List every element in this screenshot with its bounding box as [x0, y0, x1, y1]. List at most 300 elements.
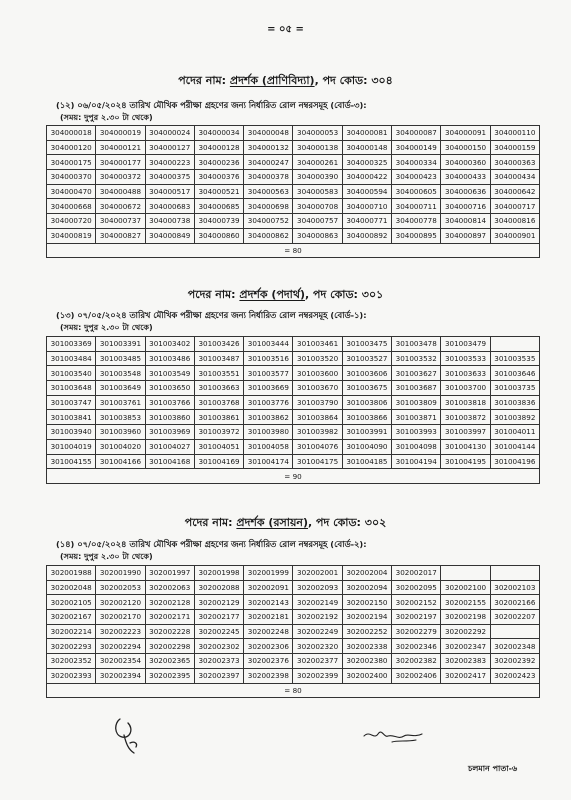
table-row [47, 228, 540, 243]
roll-number-cell: 304000376 [194, 170, 243, 185]
roll-number-cell: 304000698 [244, 199, 293, 214]
roll-number-cell: 304000517 [145, 184, 194, 199]
roll-number-cell: 302002094 [342, 580, 391, 595]
roll-number-cell: 301004196 [490, 454, 539, 469]
table-row [47, 624, 540, 639]
roll-number-cell: 302002252 [342, 624, 391, 639]
roll-number-cell: 304000024 [145, 126, 194, 141]
roll-number-cell: 304000897 [441, 228, 490, 243]
roll-number-cell: 301003532 [392, 351, 441, 366]
roll-number-cell: 302002249 [293, 624, 342, 639]
roll-number-cell: 304000683 [145, 199, 194, 214]
roll-number-cell: 304000849 [145, 228, 194, 243]
roll-number-cell: 301004194 [392, 454, 441, 469]
roll-number-cell: 301003478 [392, 337, 441, 352]
roll-number-cell: 304000422 [342, 170, 391, 185]
roll-number-cell: 301003861 [194, 410, 243, 425]
roll-number-cell: 302002393 [47, 668, 96, 683]
roll-number-cell: 302002302 [194, 639, 243, 654]
roll-number-cell: 302002093 [293, 580, 342, 595]
roll-number-cell: 302002194 [342, 610, 391, 625]
roll-number-cell: 301004174 [244, 454, 293, 469]
roll-number-cell: 304000771 [342, 214, 391, 229]
roll-number-cell: 301004027 [145, 439, 194, 454]
roll-number-cell: 301003650 [145, 381, 194, 396]
roll-number-cell: 304000710 [342, 199, 391, 214]
post-code: , পদ কোড: ৩০৪ [314, 74, 393, 87]
roll-number-cell: 304000370 [47, 170, 96, 185]
roll-number-cell: 301003993 [392, 425, 441, 440]
roll-number-cell: 302001997 [145, 566, 194, 581]
roll-number-cell: 302002377 [293, 654, 342, 669]
roll-number-cell: 301003479 [441, 337, 490, 352]
roll-number-cell: 301003461 [293, 337, 342, 352]
post-title-prefix: পদের নাম: [187, 288, 240, 301]
roll-number-cell: 304000120 [47, 140, 96, 155]
exam-schedule-line: (১৪) ০৭/০৫/২০২৪ তারিখ মৌখিক পরীক্ষা গ্রহণের জন্য নির্ধারিত রোল নম্বরসমূহ (বোর্ড-২): [56, 539, 367, 549]
roll-number-cell: 301003980 [244, 425, 293, 440]
post-title-zoology [0, 72, 571, 91]
roll-number-cell: 304000110 [490, 126, 539, 141]
roll-number-cell: 302002279 [392, 624, 441, 639]
roll-number-cell: 302001988 [47, 566, 96, 581]
table-row [47, 366, 540, 381]
table-row [47, 639, 540, 654]
post-title-chemistry [0, 514, 571, 533]
roll-number-cell: 304000372 [96, 170, 145, 185]
roll-number-cell: 302002294 [96, 639, 145, 654]
roll-number-cell: 301003853 [96, 410, 145, 425]
roll-number-cell: 302002167 [47, 610, 96, 625]
roll-number-cell: 301004168 [145, 454, 194, 469]
roll-number-cell: 301003806 [342, 395, 391, 410]
post-title-prefix: পদের নাম: [178, 74, 230, 87]
roll-number-cell: 302002177 [194, 610, 243, 625]
roll-number-cell: 302002192 [293, 610, 342, 625]
roll-number-table [46, 336, 540, 484]
table-row [47, 566, 540, 581]
roll-number-cell: 301003649 [96, 381, 145, 396]
roll-number-cell: 302002398 [244, 668, 293, 683]
roll-number-cell [490, 566, 539, 581]
roll-number-cell: 301003485 [96, 351, 145, 366]
roll-number-cell: 301003426 [194, 337, 243, 352]
roll-number-cell: 304000636 [441, 184, 490, 199]
roll-number-cell: 304000737 [96, 214, 145, 229]
roll-number-cell: 302002129 [194, 595, 243, 610]
roll-number-cell: 301003516 [244, 351, 293, 366]
table-row [47, 381, 540, 396]
signature-right [358, 722, 428, 748]
roll-number-cell: 304000019 [96, 126, 145, 141]
roll-number-cell: 301004020 [96, 439, 145, 454]
roll-number-cell: 301003527 [342, 351, 391, 366]
roll-number-cell: 302002346 [392, 639, 441, 654]
table-row [47, 654, 540, 669]
roll-number-cell: 301003997 [441, 425, 490, 440]
roll-number-cell: 301003969 [145, 425, 194, 440]
roll-number-cell: 304000018 [47, 126, 96, 141]
roll-number-cell: 302002150 [342, 595, 391, 610]
table-row [47, 395, 540, 410]
roll-number-cell: 301003776 [244, 395, 293, 410]
roll-number-cell: 302002395 [145, 668, 194, 683]
roll-number-cell: 301004130 [441, 439, 490, 454]
table-row [47, 199, 540, 214]
roll-number-cell: 301004011 [490, 425, 539, 440]
table-row [47, 410, 540, 425]
roll-number-cell [490, 337, 539, 352]
roll-number-cell: 302002338 [342, 639, 391, 654]
roll-number-cell: 301003486 [145, 351, 194, 366]
post-code: , পদ কোড: ৩০২ [308, 516, 387, 529]
exam-schedule-line: (১২) ০৬/০৫/২০২৪ তারিখ মৌখিক পরীক্ষা গ্রহণের জন্য নির্ধারিত রোল নম্বরসমূহ (বোর্ড-৩): [56, 100, 367, 110]
roll-number-cell: 302002149 [293, 595, 342, 610]
roll-number-cell: 304000378 [244, 170, 293, 185]
total-count: = 90 [47, 469, 540, 484]
roll-number-cell: 304000325 [342, 155, 391, 170]
roll-number-cell: 304000827 [96, 228, 145, 243]
roll-number-cell: 301003606 [342, 366, 391, 381]
roll-number-cell: 304000390 [293, 170, 342, 185]
table-row [47, 580, 540, 595]
roll-number-cell: 301003860 [145, 410, 194, 425]
roll-number-cell: 302002292 [441, 624, 490, 639]
roll-number-cell: 304000175 [47, 155, 96, 170]
table-row [47, 439, 540, 454]
total-row [47, 243, 540, 258]
roll-number-cell: 304000363 [490, 155, 539, 170]
roll-number-table [46, 565, 540, 698]
roll-number-cell: 301003790 [293, 395, 342, 410]
roll-number-cell: 301003675 [342, 381, 391, 396]
roll-number-cell: 304000563 [244, 184, 293, 199]
roll-number-cell: 302002053 [96, 580, 145, 595]
table-row [47, 214, 540, 229]
post-code: , পদ কোড: ৩০১ [305, 288, 384, 301]
roll-number-cell: 304000860 [194, 228, 243, 243]
roll-number-cell: 302002248 [244, 624, 293, 639]
post-name: প্রদর্শক (পদার্থ) [239, 288, 306, 301]
table-row [47, 170, 540, 185]
roll-number-cell: 301003627 [392, 366, 441, 381]
roll-number-cell: 304000375 [145, 170, 194, 185]
roll-number-cell: 304000716 [441, 199, 490, 214]
roll-number-cell: 302002293 [47, 639, 96, 654]
roll-number-cell: 304000711 [392, 199, 441, 214]
roll-number-cell: 304000717 [490, 199, 539, 214]
roll-number-cell: 304000605 [392, 184, 441, 199]
roll-number-cell: 301003369 [47, 337, 96, 352]
roll-number-cell: 302002373 [194, 654, 243, 669]
roll-number-cell: 302002365 [145, 654, 194, 669]
roll-number-cell: 304000159 [490, 140, 539, 155]
roll-number-cell: 302002245 [194, 624, 243, 639]
roll-number-cell: 301004098 [392, 439, 441, 454]
roll-number-cell: 302002088 [194, 580, 243, 595]
roll-number-cell: 304000685 [194, 199, 243, 214]
roll-number-cell: 301003533 [441, 351, 490, 366]
roll-number-cell: 301003520 [293, 351, 342, 366]
roll-number-cell: 302002400 [342, 668, 391, 683]
roll-number-cell: 301003551 [194, 366, 243, 381]
roll-number-cell: 302001998 [194, 566, 243, 581]
roll-number-cell: 301003809 [392, 395, 441, 410]
roll-number-cell: 301003663 [194, 381, 243, 396]
roll-number-cell: 301003761 [96, 395, 145, 410]
roll-number-cell: 302002399 [293, 668, 342, 683]
roll-number-cell: 304000668 [47, 199, 96, 214]
roll-number-cell: 304000053 [293, 126, 342, 141]
roll-number-cell: 302002347 [441, 639, 490, 654]
roll-number-cell: 301004144 [490, 439, 539, 454]
roll-number-cell: 302002352 [47, 654, 96, 669]
roll-number-cell: 304000863 [293, 228, 342, 243]
roll-number-cell: 301003633 [441, 366, 490, 381]
exam-time-line: (সময়: দুপুর ২.৩০ টা থেকে) [60, 323, 153, 332]
roll-number-cell: 301003391 [96, 337, 145, 352]
roll-number-cell: 302002166 [490, 595, 539, 610]
roll-number-cell: 302002382 [392, 654, 441, 669]
roll-number-cell: 304000594 [342, 184, 391, 199]
roll-number-cell: 301003646 [490, 366, 539, 381]
roll-number-cell: 301003872 [441, 410, 490, 425]
roll-number-cell: 302002063 [145, 580, 194, 595]
signature-left [110, 713, 146, 757]
roll-number-cell: 302002198 [441, 610, 490, 625]
roll-number-cell: 302002392 [490, 654, 539, 669]
roll-number-cell: 304000672 [96, 199, 145, 214]
table-row [47, 425, 540, 440]
roll-number-cell: 302002171 [145, 610, 194, 625]
roll-number-cell: 301003600 [293, 366, 342, 381]
roll-number-cell: 301004169 [194, 454, 243, 469]
roll-number-cell: 302002320 [293, 639, 342, 654]
roll-number-cell: 302002091 [244, 580, 293, 595]
roll-number-cell: 301003766 [145, 395, 194, 410]
table-row [47, 351, 540, 366]
roll-number-cell: 301003444 [244, 337, 293, 352]
roll-number-cell: 301003871 [392, 410, 441, 425]
roll-number-cell: 304000150 [441, 140, 490, 155]
roll-number-cell: 301004051 [194, 439, 243, 454]
roll-number-cell: 302002120 [96, 595, 145, 610]
roll-number-cell: 304000127 [145, 140, 194, 155]
roll-number-cell: 302002298 [145, 639, 194, 654]
total-count: = 80 [47, 243, 540, 258]
roll-number-cell: 301003475 [342, 337, 391, 352]
roll-number-cell: 302002197 [392, 610, 441, 625]
roll-number-cell: 302002223 [96, 624, 145, 639]
roll-number-cell: 302002103 [490, 580, 539, 595]
roll-number-cell: 302002397 [194, 668, 243, 683]
roll-number-cell: 304000034 [194, 126, 243, 141]
roll-number-cell: 301003836 [490, 395, 539, 410]
roll-number-cell: 301003487 [194, 351, 243, 366]
roll-number-cell: 301003862 [244, 410, 293, 425]
roll-number-cell: 301003669 [244, 381, 293, 396]
roll-number-cell: 302002095 [392, 580, 441, 595]
roll-number-cell: 301003940 [47, 425, 96, 440]
roll-number-cell: 302002406 [392, 668, 441, 683]
roll-number-cell: 301003841 [47, 410, 96, 425]
roll-number-cell: 302002100 [441, 580, 490, 595]
roll-number-cell: 301003818 [441, 395, 490, 410]
roll-number-cell: 304000720 [47, 214, 96, 229]
roll-number-cell: 301004058 [244, 439, 293, 454]
roll-number-cell: 304000739 [194, 214, 243, 229]
roll-number-cell: 304000148 [342, 140, 391, 155]
roll-number-cell: 304000778 [392, 214, 441, 229]
post-title-prefix: পদের নাম: [184, 516, 237, 529]
roll-number-cell: 304000087 [392, 126, 441, 141]
roll-number-cell: 304000434 [490, 170, 539, 185]
roll-number-cell: 304000048 [244, 126, 293, 141]
roll-number-cell: 304000149 [392, 140, 441, 155]
roll-number-cell: 302001999 [244, 566, 293, 581]
roll-number-cell: 304000132 [244, 140, 293, 155]
roll-number-cell: 304000470 [47, 184, 96, 199]
post-title-physics [0, 286, 571, 305]
table-row [47, 668, 540, 683]
roll-number-cell: 301004195 [441, 454, 490, 469]
roll-number-cell: 302002152 [392, 595, 441, 610]
roll-number-cell: 301003866 [342, 410, 391, 425]
roll-number-cell: 304000223 [145, 155, 194, 170]
roll-number-cell: 302002048 [47, 580, 96, 595]
roll-number-cell: 304000752 [244, 214, 293, 229]
roll-number-table [46, 125, 540, 258]
roll-number-cell: 302002348 [490, 639, 539, 654]
roll-number-cell: 301004155 [47, 454, 96, 469]
exam-schedule-line: (১৩) ০৭/০৫/২০২৪ তারিখ মৌখিক পরীক্ষা গ্রহণের জন্য নির্ধারিত রোল নম্বরসমূহ (বোর্ড-১): [56, 310, 367, 320]
roll-number-cell: 301003982 [293, 425, 342, 440]
roll-number-cell: 301003747 [47, 395, 96, 410]
roll-number-cell: 301004090 [342, 439, 391, 454]
roll-number-cell: 304000247 [244, 155, 293, 170]
roll-number-cell: 301003535 [490, 351, 539, 366]
roll-number-cell: 302002155 [441, 595, 490, 610]
roll-number-cell: 302002383 [441, 654, 490, 669]
roll-number-cell [441, 566, 490, 581]
roll-number-cell: 304000138 [293, 140, 342, 155]
table-row [47, 155, 540, 170]
roll-number-cell: 302002380 [342, 654, 391, 669]
roll-number-cell: 302002128 [145, 595, 194, 610]
total-count: = 80 [47, 683, 540, 698]
roll-number-cell: 304000334 [392, 155, 441, 170]
page-number: = ০৫ = [267, 24, 304, 35]
roll-number-cell: 301003549 [145, 366, 194, 381]
roll-number-cell: 301003768 [194, 395, 243, 410]
total-row [47, 683, 540, 698]
roll-number-cell: 301003648 [47, 381, 96, 396]
roll-number-cell: 304000814 [441, 214, 490, 229]
roll-number-cell: 301004175 [293, 454, 342, 469]
roll-number-cell: 304000521 [194, 184, 243, 199]
post-name: প্রদর্শক (রসায়ন) [236, 516, 309, 529]
roll-number-cell: 304000819 [47, 228, 96, 243]
exam-time-line: (সময়: দুপুর ২.৩০ টা থেকে) [60, 113, 153, 122]
roll-number-cell: 304000738 [145, 214, 194, 229]
table-row [47, 337, 540, 352]
roll-number-cell: 304000360 [441, 155, 490, 170]
roll-number-cell: 301003972 [194, 425, 243, 440]
roll-number-cell: 301004166 [96, 454, 145, 469]
post-name: প্রদর্শক (প্রাণিবিদ্যা) [229, 74, 315, 87]
table-row [47, 126, 540, 141]
roll-number-cell: 301003402 [145, 337, 194, 352]
roll-number-cell: 304000488 [96, 184, 145, 199]
roll-number-cell: 301003484 [47, 351, 96, 366]
table-row [47, 184, 540, 199]
roll-number-cell: 304000423 [392, 170, 441, 185]
roll-number-cell: 302002170 [96, 610, 145, 625]
roll-number-cell: 304000892 [342, 228, 391, 243]
roll-number-cell: 302002214 [47, 624, 96, 639]
exam-time-line: (সময়: দুপুর ২.৩০ টা থেকে) [60, 552, 153, 561]
roll-number-cell: 301003687 [392, 381, 441, 396]
roll-number-cell: 301003735 [490, 381, 539, 396]
roll-number-cell: 301003892 [490, 410, 539, 425]
roll-number-cell: 301003864 [293, 410, 342, 425]
roll-number-cell: 301003577 [244, 366, 293, 381]
roll-number-cell: 304000091 [441, 126, 490, 141]
roll-number-cell: 302002143 [244, 595, 293, 610]
continued-page-note: চলমান পাতা-৬ [468, 764, 518, 773]
roll-number-cell: 304000583 [293, 184, 342, 199]
roll-number-cell: 302002105 [47, 595, 96, 610]
roll-number-cell: 301003700 [441, 381, 490, 396]
roll-number-cell: 304000816 [490, 214, 539, 229]
roll-number-cell: 304000895 [392, 228, 441, 243]
roll-number-cell: 304000121 [96, 140, 145, 155]
roll-number-cell: 304000128 [194, 140, 243, 155]
roll-number-cell: 301003960 [96, 425, 145, 440]
roll-number-cell: 301003540 [47, 366, 96, 381]
table-row [47, 610, 540, 625]
table-row [47, 140, 540, 155]
roll-number-cell: 302002001 [293, 566, 342, 581]
roll-number-cell: 302002354 [96, 654, 145, 669]
roll-number-cell: 301003670 [293, 381, 342, 396]
roll-number-cell: 302002207 [490, 610, 539, 625]
roll-number-cell: 304000433 [441, 170, 490, 185]
roll-number-cell: 302002394 [96, 668, 145, 683]
table-row [47, 595, 540, 610]
table-row [47, 454, 540, 469]
roll-number-cell: 301003991 [342, 425, 391, 440]
roll-number-cell: 302002306 [244, 639, 293, 654]
roll-number-cell: 302001990 [96, 566, 145, 581]
roll-number-cell: 301004076 [293, 439, 342, 454]
roll-number-cell: 302002228 [145, 624, 194, 639]
roll-number-cell: 302002376 [244, 654, 293, 669]
roll-number-cell: 302002417 [441, 668, 490, 683]
roll-number-cell: 304000642 [490, 184, 539, 199]
total-row [47, 469, 540, 484]
roll-number-cell: 302002017 [392, 566, 441, 581]
roll-number-cell: 304000177 [96, 155, 145, 170]
roll-number-cell: 301003548 [96, 366, 145, 381]
roll-number-cell: 302002181 [244, 610, 293, 625]
roll-number-cell: 301004019 [47, 439, 96, 454]
roll-number-cell: 304000901 [490, 228, 539, 243]
roll-number-cell: 304000081 [342, 126, 391, 141]
roll-number-cell: 302002004 [342, 566, 391, 581]
roll-number-cell: 304000261 [293, 155, 342, 170]
roll-number-cell: 304000757 [293, 214, 342, 229]
